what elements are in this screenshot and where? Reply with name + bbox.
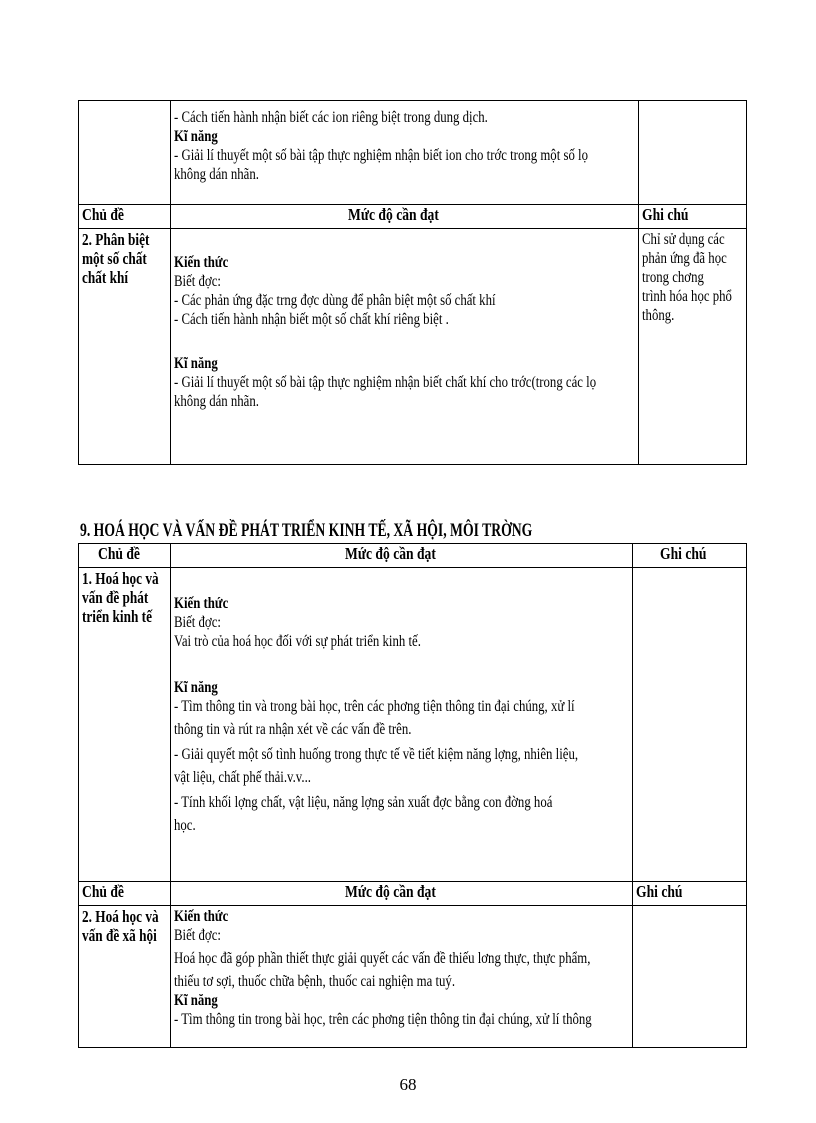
topic-line: 2. Phân biệt — [82, 230, 150, 249]
note-line: phản ứng đã học — [642, 250, 727, 267]
note-cell — [633, 568, 747, 882]
text-line: - Cách tiến hành nhận biết một số chất khí riêng biệt . — [174, 311, 449, 328]
text-line: Biết đợc: — [174, 273, 221, 290]
text-line: - Giải lí thuyết một số bài tập thực nghiệm nhận biết chất khí cho trớc(trong các lọ — [174, 374, 597, 391]
table-2 — [78, 543, 747, 1048]
header-note: Ghi chú — [660, 544, 707, 563]
text-line: - Tính khối lợng chất, vật liệu, năng lợng sản xuất đợc bằng con đờng hoá — [174, 794, 553, 811]
note-cell — [639, 101, 747, 205]
text-line: - Giải quyết một số tình huống trong thực tế về tiết kiệm năng lợng, nhiên liệu, — [174, 746, 579, 763]
text-line: Hoá học đã góp phần thiết thực giải quyết các vấn đề thiếu lơng thực, thực phẩm, — [174, 950, 591, 967]
content-cell — [171, 568, 633, 882]
header-topic: Chủ đề — [98, 544, 141, 563]
topic-cell — [79, 906, 171, 1048]
table-header-row — [79, 544, 747, 568]
text-line: Vai trò của hoá học đối với sự phát triển kinh tế. — [174, 633, 421, 650]
table-row — [79, 229, 747, 465]
text-line: không dán nhãn. — [174, 166, 259, 183]
text-line: vật liệu, chất phế thải.v.v... — [174, 769, 311, 786]
note-line: trong chơng — [642, 269, 704, 286]
topic-line: một số chất — [82, 249, 147, 268]
table-header-row — [79, 882, 747, 906]
text-line: - Cách tiến hành nhận biết các ion riêng biệt trong dung dịch. — [174, 109, 488, 126]
topic-line: vấn đề phát — [82, 588, 149, 607]
header-level: Mức độ cần đạt — [344, 882, 436, 901]
header-topic: Chủ đề — [82, 205, 124, 224]
subheading: Kiến thức — [174, 908, 229, 925]
topic-line: triển kinh tế — [82, 607, 152, 626]
text-line: Biết đợc: — [174, 614, 221, 631]
section-title: 9. HOÁ HỌC VÀ VẤN ĐỀ PHÁT TRIỂN KINH TẾ, XÃ HỘI, MÔI TRỜNG — [80, 520, 533, 541]
topic-line: 2. Hoá học và — [82, 907, 159, 926]
table-header-row — [79, 205, 747, 229]
subheading: Kĩ năng — [174, 679, 218, 696]
text-line: học. — [174, 817, 196, 834]
content-cell — [171, 229, 639, 465]
text-line: thiếu tơ sợi, thuốc chữa bệnh, thuốc cai nghiện ma tuý. — [174, 973, 456, 990]
content-cell — [171, 101, 639, 205]
subheading: Kiến thức — [174, 254, 229, 271]
subheading: Kĩ năng — [174, 128, 218, 145]
header-note: Ghi chú — [636, 882, 683, 901]
note-cell — [639, 229, 747, 465]
topic-cell — [79, 101, 171, 205]
table-row — [79, 101, 747, 205]
note-line: trình hóa học phổ — [642, 288, 732, 305]
note-cell — [633, 906, 747, 1048]
header-level: Mức độ cần đạt — [347, 205, 439, 224]
topic-cell — [79, 568, 171, 882]
text-line: thông tin và rút ra nhận xét về các vấn đề trên. — [174, 721, 412, 738]
topic-cell — [79, 229, 171, 465]
note-line: Chỉ sử dụng các — [642, 231, 725, 248]
topic-line: vấn đề xã hội — [82, 926, 157, 945]
text-line: - Giải lí thuyết một số bài tập thực nghiệm nhận biết ion cho trớc trong một số lọ — [174, 147, 588, 164]
table-row — [79, 568, 747, 882]
topic-line: 1. Hoá học và — [82, 569, 159, 588]
subheading: Kiến thức — [174, 595, 229, 612]
note-line: thông. — [642, 307, 675, 324]
text-line: - Tìm thông tin và trong bài học, trên các phơng tiện thông tin đại chúng, xử lí — [174, 698, 575, 715]
header-level: Mức độ cần đạt — [344, 544, 436, 563]
table-row — [79, 906, 747, 1048]
header-note: Ghi chú — [642, 205, 689, 224]
subheading: Kĩ năng — [174, 992, 218, 1009]
content-cell — [171, 906, 633, 1048]
text-line: không dán nhãn. — [174, 393, 259, 410]
text-line: - Các phản ứng đặc trng đợc dùng để phân biệt một số chất khí — [174, 292, 496, 309]
page-number: 68 — [399, 1075, 417, 1094]
topic-line: chất khí — [82, 268, 129, 287]
subheading: Kĩ năng — [174, 355, 218, 372]
text-line: - Tìm thông tin trong bài học, trên các phơng tiện thông tin đại chúng, xử lí thông — [174, 1011, 592, 1028]
table-1 — [78, 100, 747, 465]
header-topic: Chủ đề — [82, 882, 124, 901]
text-line: Biết đợc: — [174, 927, 221, 944]
